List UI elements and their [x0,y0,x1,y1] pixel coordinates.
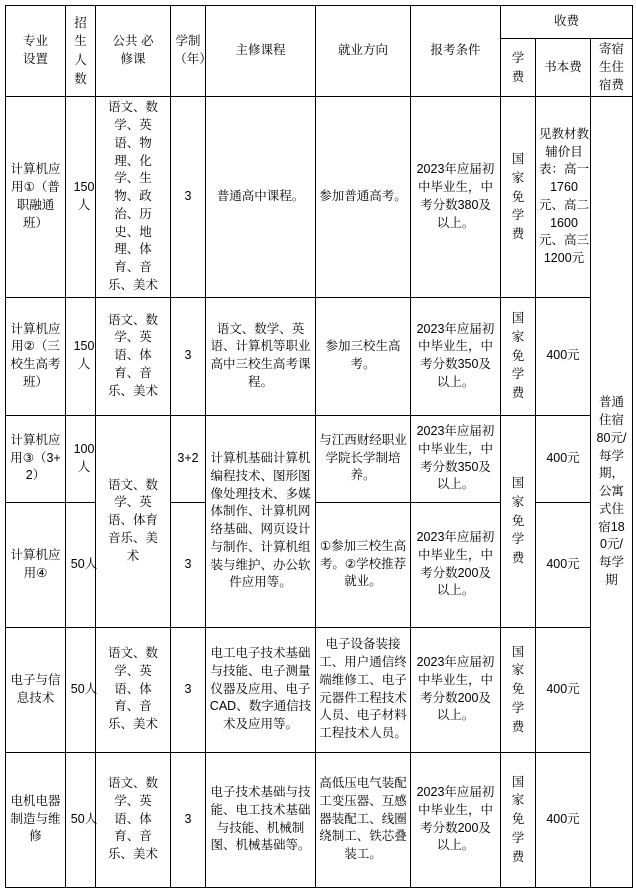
main-courses-label: 语文、数学、英语、计算机等职业高中三校生高考课程。 [210,321,311,389]
header-years [171,6,212,97]
header-employment [316,6,411,97]
header-book-fee [536,39,591,97]
main-courses-label: 电工电子技术基础与技能、电子测量仪器及应用、电子CAD、数字通信技术及应用等。 [209,646,312,732]
requirements-label: 2023年应届初中毕业生，中考分数350及以上。 [416,321,495,389]
cell-book-fee [536,752,591,887]
table-header [6,6,633,97]
cell-book-fee [536,415,591,502]
cell-quota [66,415,96,502]
employment-label: 高低压电气装配工变压器、互感器装配工、线圈绕制工、铁芯叠装工。 [319,776,407,862]
cell-years [171,415,206,502]
cell-employment [316,97,411,297]
common-courses-label: 语文、数学、英语、体育、音乐、美术 [107,312,158,398]
table-row [6,415,633,502]
header-tuition-label: 学费 [511,50,525,84]
employment-label: 参加三校生高考。 [325,339,401,371]
table-row [6,752,633,887]
cell-years [171,502,206,627]
employment-label: 参加普通高考。 [319,189,407,203]
header-boarding-fee [591,39,633,97]
years-label: 3 [184,348,192,363]
cell-book-fee [536,297,591,415]
employment-label: ①参加三校生高考。②学校推荐就业。 [319,538,407,589]
cell-main-courses [206,752,316,887]
book-fee-label: 400元 [546,348,580,363]
tuition-label: 国家免学费 [511,644,525,734]
header-row-1 [6,6,633,39]
major-label: 计算机应用③（3+2） [10,432,61,483]
cell-years [171,627,206,752]
requirements-label: 2023年应届初中毕业生，中考分数380及以上。 [416,162,495,230]
cell-common-courses [96,415,171,627]
cell-tuition [501,297,536,415]
major-label: 计算机应用②（三校生高考班） [10,321,61,389]
tuition-label: 国家免学费 [511,774,525,864]
cell-quota [66,502,96,627]
cell-major [6,502,66,627]
tuition-label: 国家免学费 [511,152,525,241]
header-book-fee-label: 书本费 [544,59,582,74]
table-body [6,97,633,887]
header-years-label: 学制 （年） [174,34,212,67]
cell-major [6,627,66,752]
enrollment-table-container [5,5,632,888]
years-label: 3 [184,556,192,571]
cell-main-courses [206,297,316,415]
years-label: 3 [184,681,192,696]
cell-common-courses [96,752,171,887]
header-quota [66,6,96,97]
major-label: 计算机应用①（普职融通班） [10,162,61,230]
header-quota-label: 招生人数 [74,15,87,86]
cell-requirements [411,97,501,297]
cell-quota [66,752,96,887]
years-label: 3 [184,189,192,203]
tuition-label: 国家免学费 [511,311,525,401]
requirements-label: 2023年应届初中毕业生，中考分数200及以上。 [416,530,495,598]
years-label: 3 [184,811,192,826]
cell-quota [66,97,96,297]
tuition-label: 国家免学费 [511,476,525,566]
cell-employment [316,297,411,415]
cell-book-fee [536,502,591,627]
book-fee-label: 400元 [546,811,580,826]
cell-years [171,97,206,297]
cell-employment [316,752,411,887]
cell-years [171,297,206,415]
cell-tuition [501,627,536,752]
cell-major [6,297,66,415]
header-main-courses [206,6,316,97]
cell-employment [316,415,411,502]
cell-requirements [411,415,501,502]
common-courses-label: 语文、数学、英语、物理、化学、生物、政治、历史、地理、体育、音乐、美术 [107,100,158,292]
header-boarding-fee-label: 寄宿生住宿费 [598,42,624,92]
cell-requirements [411,627,501,752]
requirements-label: 2023年应届初中毕业生，中考分数200及以上。 [416,785,495,853]
requirements-label: 2023年应届初中毕业生，中考分数200及以上。 [416,655,495,723]
requirements-label: 2023年应届初中毕业生，中考分数350及以上。 [416,424,495,492]
header-requirements-label: 报考条件 [430,43,481,58]
cell-requirements [411,752,501,887]
header-main-courses-label: 主修课程 [235,43,286,58]
table-row [6,97,633,297]
header-common-courses-label: 公共 必修课 [112,34,154,67]
cell-major [6,752,66,887]
header-fee-group-label: 收费 [553,14,579,29]
header-major [6,6,66,97]
cell-major [6,415,66,502]
cell-quota [66,297,96,415]
cell-main-courses [206,97,316,297]
cell-common-courses [96,297,171,415]
table-row [6,297,633,415]
cell-book-fee [536,97,591,297]
boarding-fee-label: 普通住宿80元/每学期，公寓式住宿180元/每学期 [596,395,627,587]
header-common-courses [96,6,171,97]
cell-common-courses [96,627,171,752]
cell-book-fee [536,627,591,752]
cell-tuition [501,752,536,887]
cell-common-courses [96,97,171,297]
book-fee-label: 400元 [546,556,580,571]
quota-label: 50人 [70,811,98,826]
cell-requirements [411,502,501,627]
table-row [6,627,633,752]
main-courses-label: 普通高中课程。 [216,189,305,203]
book-fee-label: 见教材教辅价目表：高一1760元、高二1600元、高三1200元 [539,126,590,266]
quota-label: 150人 [73,339,95,371]
major-label: 电机电器制造与维修 [10,793,61,844]
quota-label: 150人 [73,180,95,212]
enrollment-table [5,5,633,888]
header-requirements [411,6,501,97]
header-employment-label: 就业方向 [337,43,388,58]
cell-requirements [411,297,501,415]
quota-label: 50人 [70,681,98,696]
years-label: 3+2 [177,450,199,465]
cell-employment [316,627,411,752]
cell-major [6,97,66,297]
cell-tuition [501,415,536,627]
common-courses-label: 语文、数学、英语、体育、音乐、美术 [107,646,158,732]
cell-main-courses [206,415,316,627]
employment-label: 电子设备装接工、用户通信终端维修工、电子元器件工程技术人员、电子材料工程技术人员。 [319,637,407,740]
cell-employment [316,502,411,627]
header-major-label: 专业 设置 [22,34,48,67]
cell-boarding-fee [591,97,633,887]
book-fee-label: 400元 [546,450,580,465]
common-courses-label: 语文、数学、英语、体育、音乐、美术 [107,776,158,862]
cell-quota [66,627,96,752]
quota-label: 100人 [73,441,95,474]
main-courses-label: 计算机基础计算机编程技术、图形图像处理技术、多媒体制作、计算机网络基础、网页设计与制作、计算机组装与维护、办公软件应用等。 [210,451,311,590]
book-fee-label: 400元 [546,681,580,696]
quota-label: 50人 [70,556,98,571]
cell-years [171,752,206,887]
header-fee-group [501,6,633,39]
cell-main-courses [206,627,316,752]
cell-tuition [501,97,536,297]
main-courses-label: 电子技术基础与技能、电工技术基础与技能、机械制图、机械基础等。 [210,785,311,853]
major-label: 电子与信息技术 [10,672,61,705]
common-courses-label: 语文、数学、英语、体育音乐、美术 [107,477,158,563]
major-label: 计算机应用④ [10,547,61,580]
employment-label: 与江西财经职业学院长学制培养。 [319,432,407,483]
header-tuition [501,39,536,97]
